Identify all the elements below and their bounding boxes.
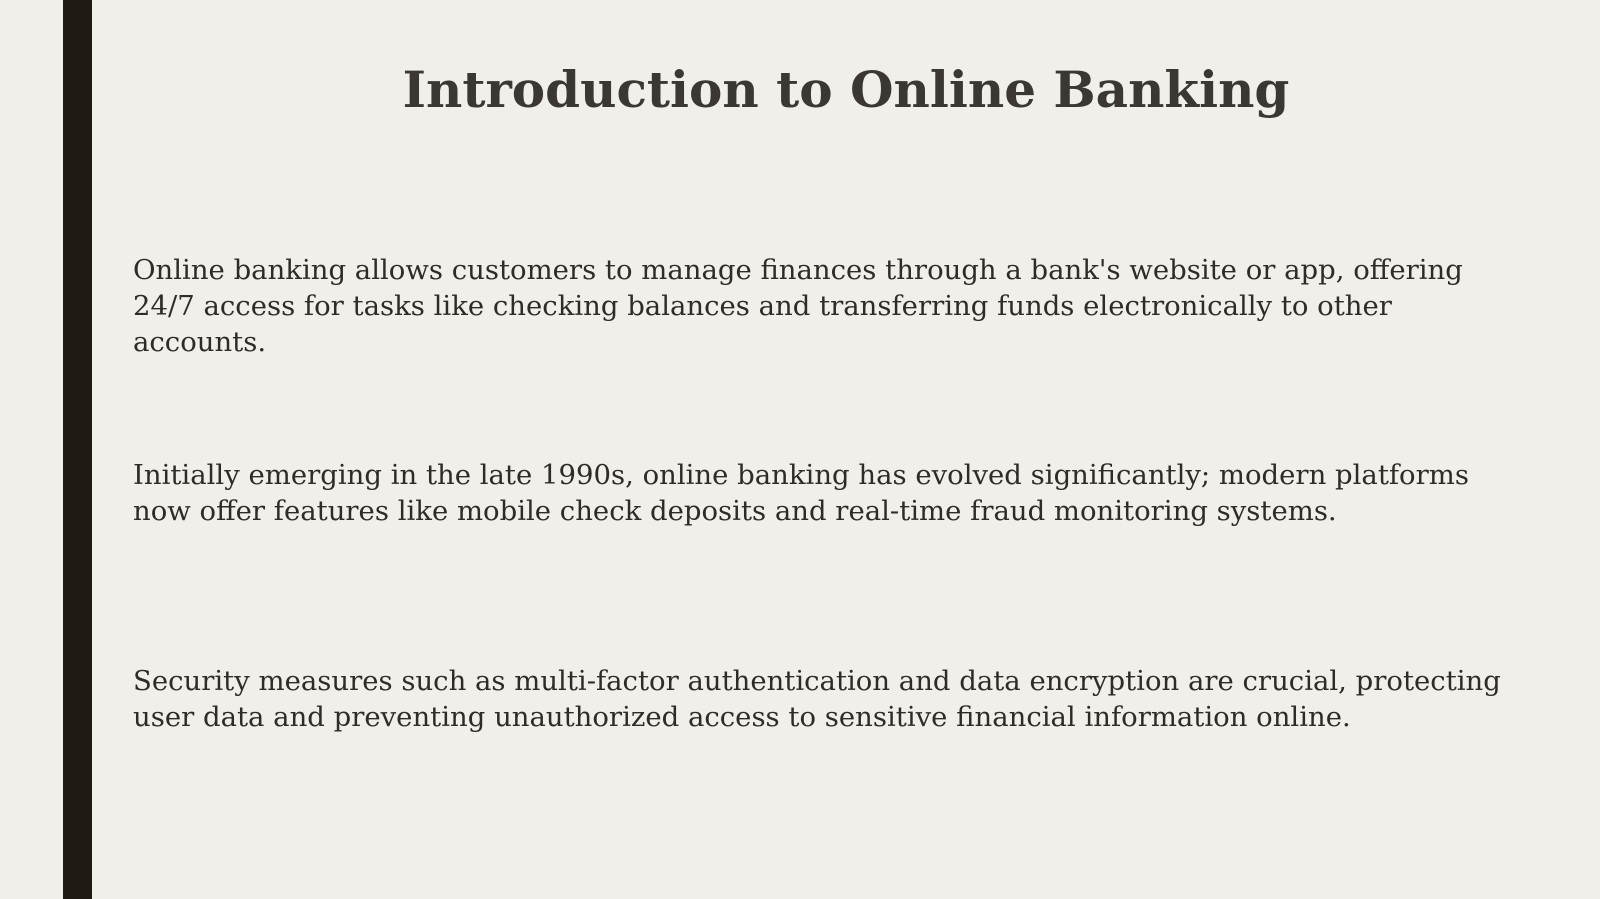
paragraph-online-banking-security: Security measures such as multi-factor authentication and data encryption are crucial, protecting user data and preventing unauthorized access to sensitive financial information online. [133,665,1501,733]
accent-bar [63,0,92,899]
paragraph-online-banking-definition: Online banking allows customers to manage finances through a bank's website or app, offering 24/7 access for tasks like checking balances and transferring funds electronically to other accounts. [133,254,1463,358]
slide-title: Introduction to Online Banking [402,60,1290,119]
paragraph-online-banking-history: Initially emerging in the late 1990s, online banking has evolved significantly; modern platforms now offer features like mobile check deposits and real-time fraud monitoring systems. [133,459,1469,527]
